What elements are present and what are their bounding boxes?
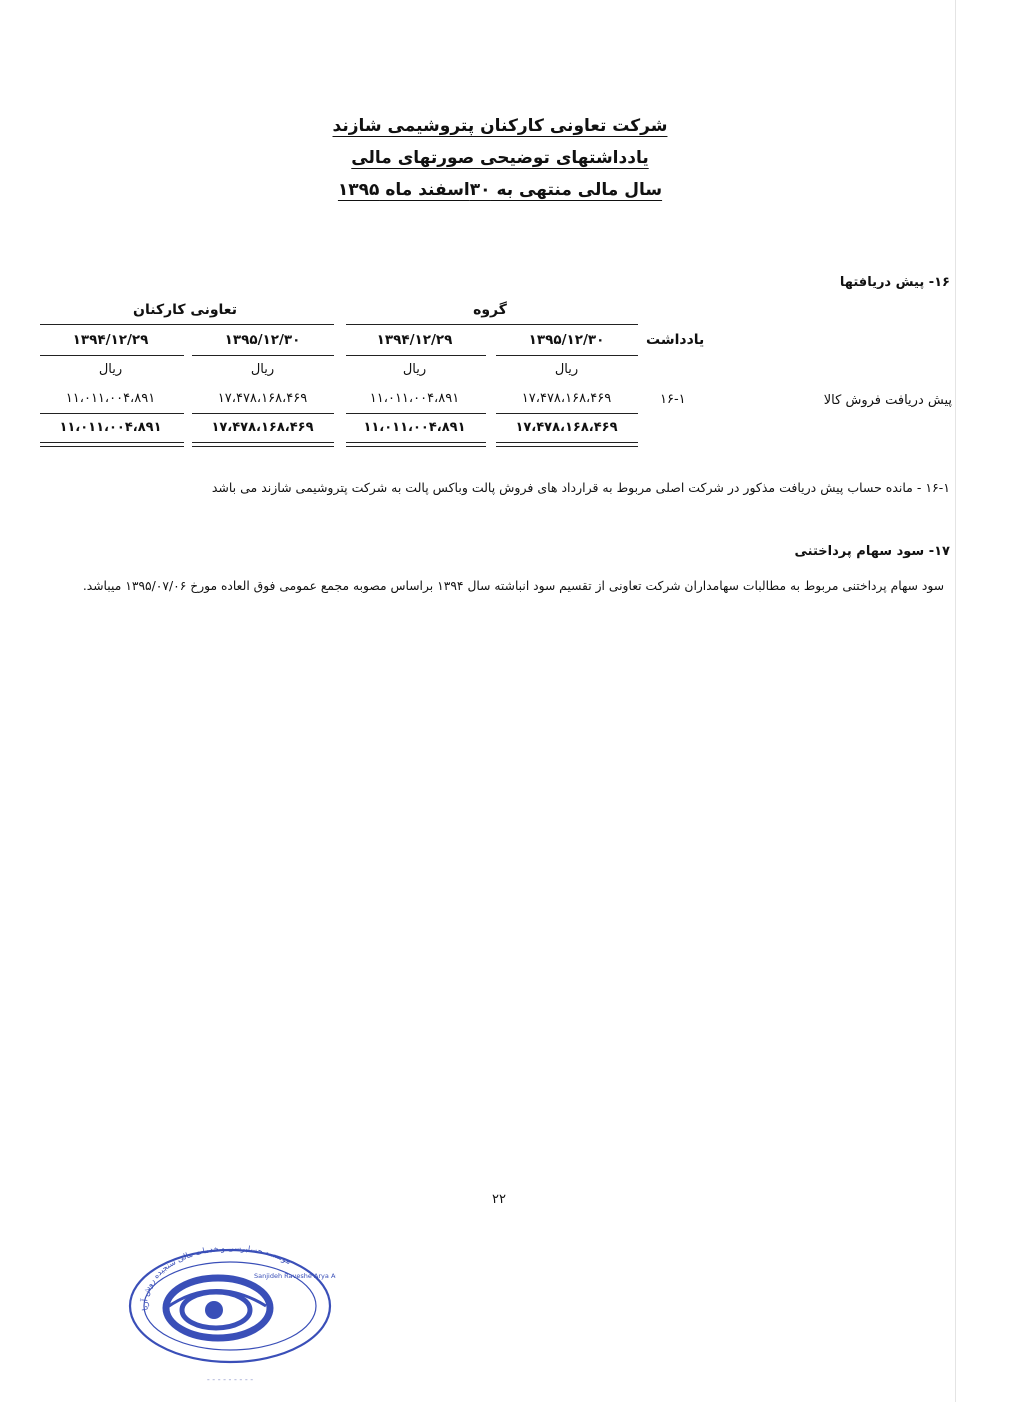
section-16-heading: ۱۶- پیش دریافتها	[839, 275, 950, 290]
row-value: ۱۷،۴۷۸،۱۶۸،۴۶۹	[217, 391, 308, 406]
total-value: ۱۱،۰۱۱،۰۰۴،۸۹۱	[59, 420, 162, 435]
date-header: ۱۳۹۴/۱۲/۲۹	[376, 332, 453, 348]
header-rule	[496, 355, 638, 356]
note-16-1: ۱۶-۱ - مانده حساب پیش دریافت مذکور در شرکت اصلی مربوط به قرارداد های فروش پالت وباکس پالت به شرکت پتروشیمی شازند می باشد	[211, 480, 950, 495]
currency-label: ریال	[402, 362, 427, 377]
fiscal-period: سال مالی منتهی به ۳۰اسفند ماه ۱۳۹۵	[337, 180, 663, 200]
coop-heading-rule	[40, 324, 334, 325]
page-number: ۲۲	[492, 1192, 506, 1207]
group-heading-rule	[346, 324, 638, 325]
total-double-rule	[496, 446, 638, 447]
company-name: شرکت تعاونی کارکنان پتروشیمی شازند	[332, 116, 668, 136]
header-rule	[40, 355, 184, 356]
total-value: ۱۷،۴۷۸،۱۶۸،۴۶۹	[515, 420, 618, 435]
total-double-rule	[192, 442, 334, 443]
svg-text:Sanjideh Raveshe Arya Audit: Sanjideh Raveshe Arya A	[254, 1272, 336, 1280]
row-value: ۱۱،۰۱۱،۰۰۴،۸۹۱	[65, 391, 156, 406]
date-header: ۱۳۹۵/۱۲/۳۰	[224, 332, 301, 348]
document-subtitle: یادداشتهای توضیحی صورتهای مالی	[351, 148, 649, 168]
date-header: ۱۳۹۵/۱۲/۳۰	[528, 332, 605, 348]
section-17-text: سود سهام پرداختنی مربوط به مطالبات سهامداران شرکت تعاونی از تقسیم سود انباشته سال ۱۳۹۴ براساس مصوبه مجمع عمومی فوق العاده مورخ ۱۳۹۵/۰۷/۰۶ میباشد.	[82, 579, 944, 593]
row-note-ref: ۱۶-۱	[660, 392, 686, 407]
total-double-rule	[40, 446, 184, 447]
total-double-rule	[346, 442, 486, 443]
total-value: ۱۷،۴۷۸،۱۶۸،۴۶۹	[211, 420, 314, 435]
svg-text:- - - - - - - - -: - - - - - - - - -	[206, 1375, 254, 1384]
total-double-rule	[40, 442, 184, 443]
header-rule	[192, 355, 334, 356]
currency-label: ریال	[98, 362, 123, 377]
stamp-seal-icon	[126, 1244, 336, 1394]
section-17-heading: ۱۷- سود سهام پرداختنی	[794, 544, 950, 559]
total-double-rule	[496, 442, 638, 443]
total-double-rule	[192, 446, 334, 447]
auditor-stamp	[126, 1244, 336, 1394]
currency-label: ریال	[554, 362, 579, 377]
note-column-heading: یادداشت	[646, 332, 705, 348]
document-title	[300, 112, 700, 208]
total-double-rule	[346, 446, 486, 447]
row-value: ۱۷،۴۷۸،۱۶۸،۴۶۹	[521, 391, 612, 406]
currency-label: ریال	[250, 362, 275, 377]
group-heading: گروه	[473, 302, 507, 318]
svg-text:موسسه حسابرسی و خدمات مالی سنج: موسسه حسابرسی و خدمات مالی سنجیده روش آریا	[140, 1244, 293, 1312]
total-value: ۱۱،۰۱۱،۰۰۴،۸۹۱	[363, 420, 466, 435]
subtotal-rule	[40, 413, 184, 414]
page-edge-line	[955, 0, 956, 1402]
subtotal-rule	[496, 413, 638, 414]
header-rule	[346, 355, 486, 356]
row-label: پیش دریافت فروش کالا	[823, 393, 952, 408]
coop-heading: تعاونی کارکنان	[133, 302, 237, 318]
date-header: ۱۳۹۴/۱۲/۲۹	[72, 332, 149, 348]
subtotal-rule	[192, 413, 334, 414]
row-value: ۱۱،۰۱۱،۰۰۴،۸۹۱	[369, 391, 460, 406]
subtotal-rule	[346, 413, 486, 414]
